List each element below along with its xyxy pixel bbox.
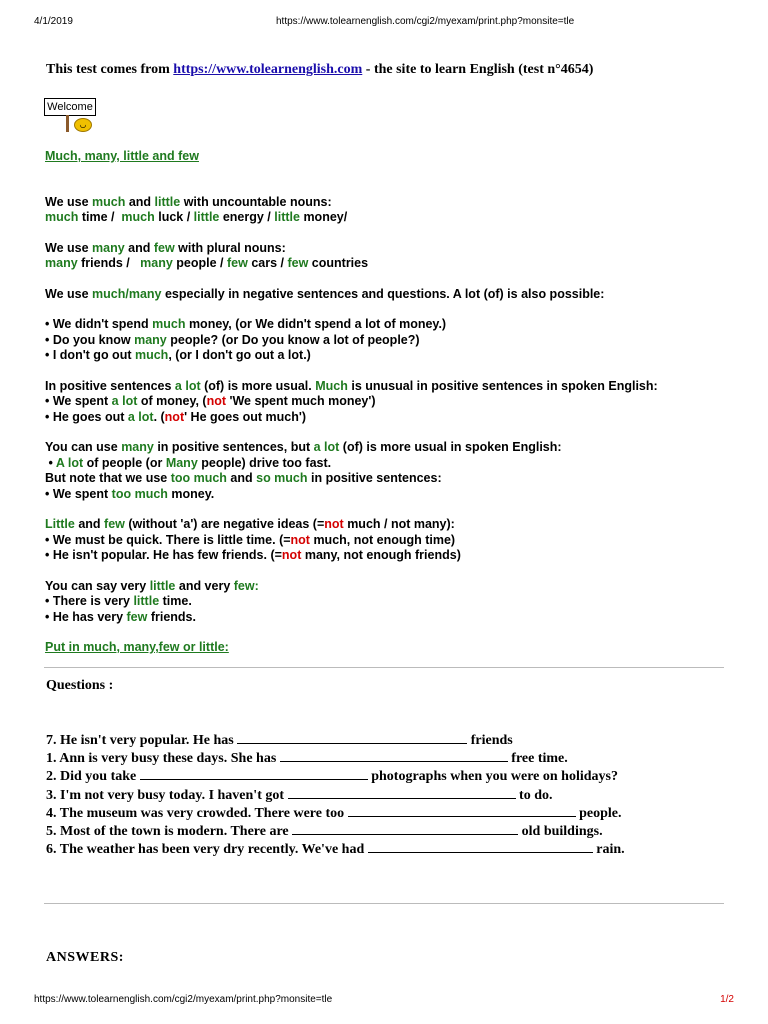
- lesson-line: • Do you know many people? (or Do you know a lot of people?): [45, 332, 420, 347]
- question-item: 3. I'm not very busy today. I haven't got to do.: [46, 787, 553, 803]
- print-url: https://www.tolearnenglish.com/cgi2/myexam/print.php?monsite=tle: [276, 16, 575, 27]
- answer-blank[interactable]: [348, 805, 576, 817]
- lesson-line: • There is very little time.: [45, 594, 192, 608]
- lesson-line: • We spent too much money.: [45, 486, 215, 501]
- lesson-line: • He has very few friends.: [45, 609, 196, 624]
- answer-blank[interactable]: [368, 841, 593, 853]
- lesson-line: We use much and little with uncountable nouns:: [45, 194, 332, 209]
- answers-label: ANSWERS:: [46, 950, 124, 965]
- lesson-line: Little and few (without 'a') are negative ideas (=not much / not many):: [45, 517, 455, 531]
- sign-post: [66, 115, 69, 132]
- question-item: 5. Most of the town is modern. There are old buildings.: [46, 823, 603, 839]
- page-number: 1/2: [720, 994, 734, 1005]
- answer-blank[interactable]: [280, 750, 508, 762]
- lesson-line: • A lot of people (or Many people) drive too fast.: [45, 455, 332, 470]
- lesson-line: • We didn't spend much money, (or We didn't spend a lot of money.): [45, 317, 447, 331]
- question-list: [46, 732, 625, 859]
- answer-blank[interactable]: [288, 787, 516, 799]
- lesson-title: Much, many, little and few: [45, 149, 199, 163]
- welcome-sign-image: [44, 98, 100, 134]
- lesson-line: • He isn't popular. He has few friends. (=not many, not enough friends): [45, 548, 461, 562]
- print-date: 4/1/2019: [34, 16, 73, 27]
- lesson-line: many friends / many people / few cars / few countries: [45, 256, 369, 270]
- question-item: 4. The museum was very crowded. There were too people.: [46, 805, 622, 821]
- answer-blank[interactable]: [292, 823, 518, 835]
- divider: [44, 667, 724, 668]
- site-link[interactable]: https://www.tolearnenglish.com: [173, 62, 363, 77]
- lesson-line: But note that we use too much and so much in positive sentences:: [45, 471, 442, 485]
- lesson-line: much time / much luck / little energy / little money/: [45, 210, 348, 224]
- question-item: 1. Ann is very busy these days. She has free time.: [46, 751, 568, 767]
- question-item: 6. The weather has been very dry recently. We've had rain.: [46, 842, 625, 858]
- intro-line: [46, 62, 593, 78]
- lesson-text: [45, 149, 725, 656]
- questions-label: Questions :: [46, 678, 114, 693]
- lesson-line: We use much/many especially in negative sentences and questions. A lot (of) is also possible:: [45, 286, 605, 301]
- answer-blank[interactable]: [237, 732, 467, 744]
- exercise-instruction: Put in much, many,few or little:: [45, 640, 229, 654]
- question-item: 7. He isn't very popular. He has friends: [46, 733, 513, 748]
- welcome-sign-text: Welcome: [44, 98, 96, 116]
- lesson-line: • We must be quick. There is little time. (=not much, not enough time): [45, 532, 456, 547]
- lesson-line: We use many and few with plural nouns:: [45, 240, 286, 255]
- question-item: 2. Did you take photographs when you were on holidays?: [46, 769, 618, 785]
- lesson-line: You can use many in positive sentences, but a lot (of) is more usual in spoken English:: [45, 440, 562, 454]
- lesson-line: • He goes out a lot. (not' He goes out much'): [45, 409, 307, 424]
- lesson-line: • I don't go out much, (or I don't go out a lot.): [45, 348, 311, 362]
- divider: [44, 903, 724, 904]
- intro-prefix: This test comes from: [46, 62, 174, 77]
- lesson-line: In positive sentences a lot (of) is more usual. Much is unusual in positive sentences in spoken English:: [45, 378, 658, 393]
- footer-url: https://www.tolearnenglish.com/cgi2/myexam/print.php?monsite=tle: [34, 994, 333, 1005]
- smiley-icon: ◡: [74, 118, 92, 132]
- answer-blank[interactable]: [140, 768, 368, 780]
- lesson-line: • We spent a lot of money, (not 'We spent much money'): [45, 394, 376, 408]
- lesson-line: You can say very little and very few:: [45, 578, 259, 593]
- intro-suffix: - the site to learn English (test n°4654): [362, 62, 594, 77]
